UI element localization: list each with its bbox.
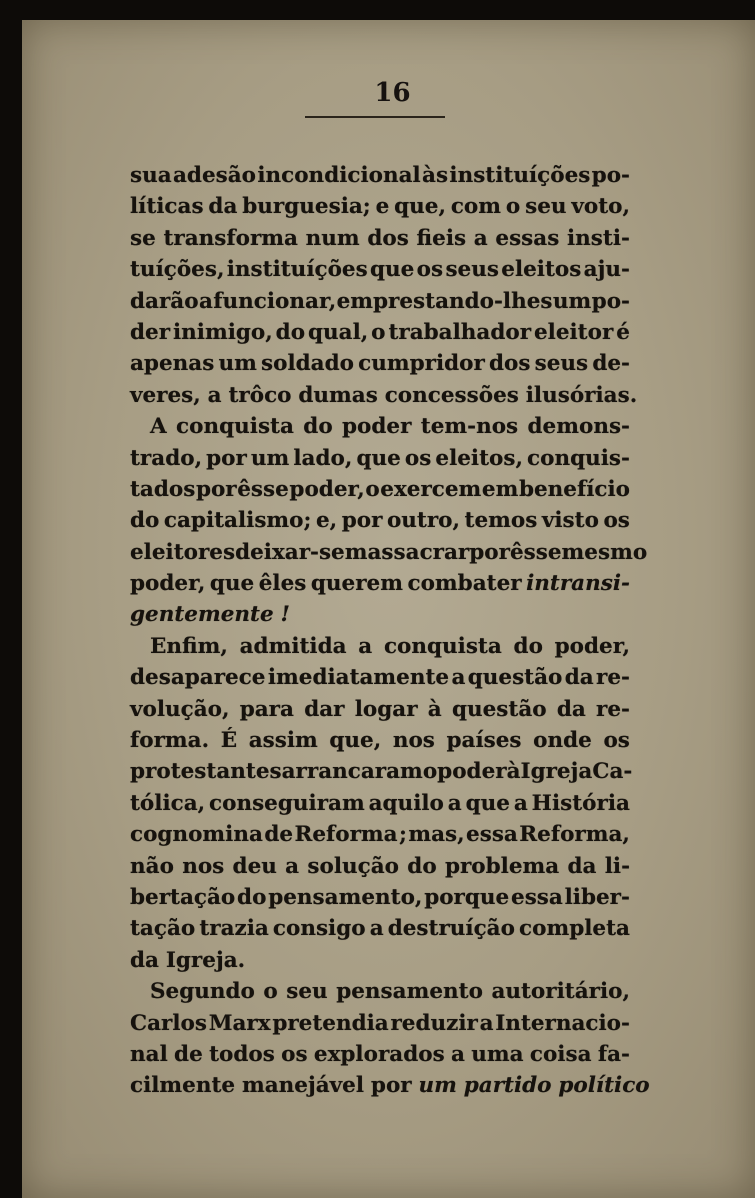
header-rule <box>305 116 445 118</box>
text-line: poder, que êles querem combater intransi- <box>130 571 630 597</box>
text-line: Carlos Marx pretendia reduzir a Internacio- <box>130 1010 630 1036</box>
text-line: nal de todos os explorados a uma coisa fa- <box>130 1041 630 1067</box>
text-line: da Igreja. <box>130 947 246 973</box>
text-line: volução, para dar logar à questão da re- <box>130 696 630 722</box>
text-line: tação trazia consigo a destruíção completa <box>130 916 630 942</box>
text-line: tólica, conseguiram aquilo a que a História <box>130 790 630 816</box>
text-line: desaparece imediatamente a questão da re- <box>130 665 630 691</box>
page-number: 16 <box>374 78 411 108</box>
text-line: trado, por um lado, que os eleitos, conquis- <box>130 445 630 471</box>
text-line: darão a funcionar, emprestando-lhes um po- <box>130 288 630 314</box>
body-text <box>130 160 650 1102</box>
text-line: não nos deu a solução do problema da li- <box>130 853 630 879</box>
text-line: gentemente ! <box>130 602 290 628</box>
text-line: forma. É assim que, nos países onde os <box>130 728 630 754</box>
text-line: sua adesão incondicional às instituíções po- <box>130 163 630 188</box>
text-line: apenas um soldado cumpridor dos seus de- <box>130 351 630 377</box>
book-page <box>22 20 755 1198</box>
text-line: cilmente manejável por um partido político <box>130 1073 650 1099</box>
text-line: Enfim, admitida a conquista do poder, <box>150 633 630 659</box>
text-line: eleitores deixar-se massacrar por êsse mesmo <box>130 539 648 565</box>
text-line: A conquista do poder tem-nos demons- <box>150 414 630 440</box>
text-line: tados por êsse poder, o exercem em benefício <box>130 476 630 502</box>
text-line: do capitalismo; e, por outro, temos visto os <box>130 508 630 534</box>
text-line: veres, a trôco dumas concessões ilusórias. <box>130 382 638 408</box>
text-line: se transforma num dos fieis a essas insti- <box>130 225 630 251</box>
text-line: bertação do pensamento, porque essa liber- <box>130 884 630 910</box>
text-line: protestantes arrancaram o poder à Igreja Ca- <box>130 759 633 785</box>
text-line: cognomina de Reforma ; mas, essa Reforma, <box>130 822 630 848</box>
text-line: tuíções, instituíções que os seus eleitos aju- <box>130 257 630 283</box>
text-line: líticas da burguesia; e que, com o seu voto, <box>130 194 630 220</box>
text-line: der inimigo, do qual, o trabalhador eleitor é <box>130 319 630 345</box>
text-line: Segundo o seu pensamento autoritário, <box>150 979 630 1005</box>
